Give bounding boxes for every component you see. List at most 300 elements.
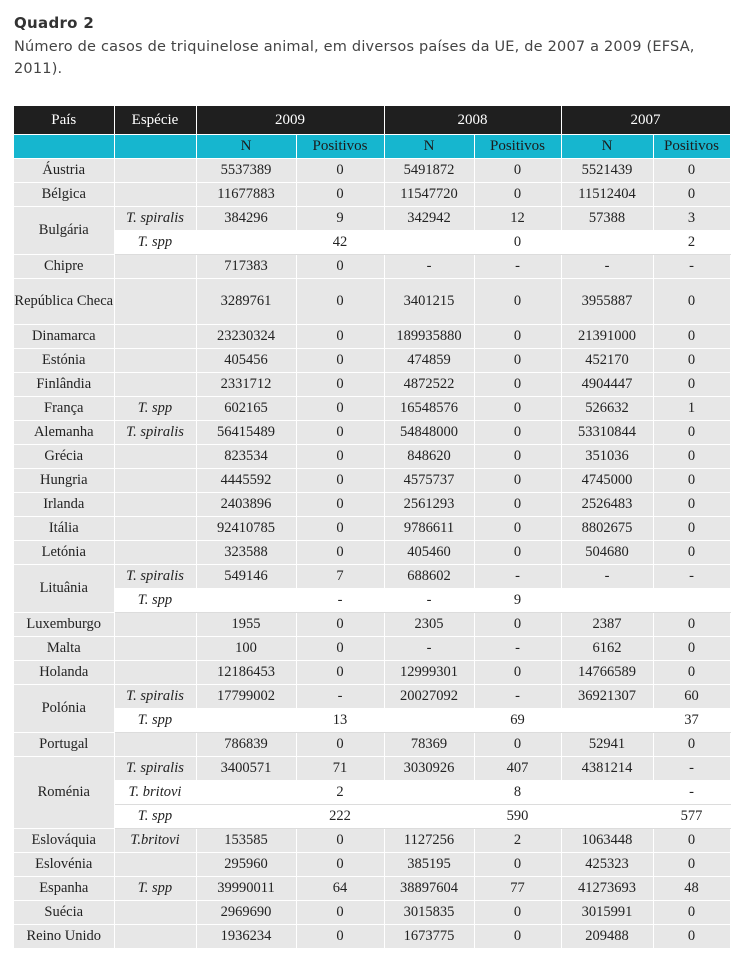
cell-positivos-2007: 0 xyxy=(653,541,730,565)
cell-positivos-2009: 0 xyxy=(296,493,384,517)
cell-n-2009: 323588 xyxy=(196,541,296,565)
cell-n-2007: 2526483 xyxy=(561,493,653,517)
table-row xyxy=(14,925,730,949)
cell-especie: T. spp xyxy=(114,231,196,255)
cell-n-2007: 36921307 xyxy=(561,685,653,709)
table-row xyxy=(14,901,730,925)
cell-especie xyxy=(114,901,196,925)
cell-n-2008: - xyxy=(384,255,474,279)
cell-n-2008: 1673775 xyxy=(384,925,474,949)
cell-positivos-2008: - xyxy=(474,685,561,709)
table-row xyxy=(14,397,730,421)
header-2007: 2007 xyxy=(561,106,730,135)
cell-n-2008: 3401215 xyxy=(384,279,474,325)
cell-positivos-2009: 0 xyxy=(296,661,384,685)
cell-especie: T. spiralis xyxy=(114,685,196,709)
cell-positivos-2007: - xyxy=(653,565,730,589)
cell-positivos-2009: - xyxy=(296,589,384,613)
cell-positivos-2007: 0 xyxy=(653,853,730,877)
cell-n-2007: 14766589 xyxy=(561,661,653,685)
cell-pais: Letónia xyxy=(14,541,114,565)
cell-n-2008: 189935880 xyxy=(384,325,474,349)
cell-especie xyxy=(114,925,196,949)
cell-n-2009 xyxy=(196,231,296,255)
cell-pais: Reino Unido xyxy=(14,925,114,949)
cell-positivos-2008: 0 xyxy=(474,733,561,757)
cell-positivos-2007: 0 xyxy=(653,901,730,925)
cell-pais: Espanha xyxy=(14,877,114,901)
cell-especie: T. spiralis xyxy=(114,757,196,781)
cell-n-2009: 295960 xyxy=(196,853,296,877)
cell-n-2009: 12186453 xyxy=(196,661,296,685)
cell-n-2009: 3400571 xyxy=(196,757,296,781)
cell-especie: T. spp xyxy=(114,805,196,829)
cell-n-2007: 11512404 xyxy=(561,183,653,207)
table-subtitle: Número de casos de triquinelose animal, em diversos países da UE, de 2007 a 2009 (EFSA, 2011). xyxy=(14,39,695,77)
cell-n-2007 xyxy=(561,781,653,805)
cell-positivos-2008: - xyxy=(474,565,561,589)
cell-positivos-2009: 0 xyxy=(296,373,384,397)
table-row xyxy=(14,207,730,231)
table-row xyxy=(14,183,730,207)
cell-positivos-2009: 13 xyxy=(296,709,384,733)
table-row xyxy=(14,279,730,325)
cell-especie: T. britovi xyxy=(114,781,196,805)
cell-positivos-2009: 0 xyxy=(296,925,384,949)
cell-especie xyxy=(114,613,196,637)
cell-especie: T. spp xyxy=(114,397,196,421)
cell-positivos-2009: 0 xyxy=(296,255,384,279)
cell-n-2007: 52941 xyxy=(561,733,653,757)
cell-especie xyxy=(114,517,196,541)
cell-positivos-2007: 0 xyxy=(653,183,730,207)
table-row xyxy=(14,493,730,517)
cell-positivos-2008: 590 xyxy=(474,805,561,829)
cell-n-2009 xyxy=(196,709,296,733)
subheader-n-2007: N xyxy=(561,135,653,159)
cell-n-2009: 92410785 xyxy=(196,517,296,541)
cell-n-2009: 786839 xyxy=(196,733,296,757)
cell-n-2008: 1127256 xyxy=(384,829,474,853)
cell-n-2008: 2305 xyxy=(384,613,474,637)
cell-especie: T. spiralis xyxy=(114,207,196,231)
cell-n-2009: 4445592 xyxy=(196,469,296,493)
cell-n-2009: 405456 xyxy=(196,349,296,373)
cell-especie xyxy=(114,637,196,661)
cell-positivos-2009: 2 xyxy=(296,781,384,805)
subheader-n-2009: N xyxy=(196,135,296,159)
header-row-measures xyxy=(14,135,730,159)
caption xyxy=(14,14,730,80)
cell-positivos-2008: 0 xyxy=(474,925,561,949)
cell-positivos-2008: 0 xyxy=(474,445,561,469)
table-row xyxy=(14,565,730,589)
cell-n-2009: 100 xyxy=(196,637,296,661)
cell-n-2007: 4904447 xyxy=(561,373,653,397)
cell-positivos-2009: 0 xyxy=(296,829,384,853)
cell-positivos-2009: 0 xyxy=(296,733,384,757)
cell-positivos-2007: 0 xyxy=(653,373,730,397)
cell-pais: Grécia xyxy=(14,445,114,469)
table-row xyxy=(14,469,730,493)
cell-n-2007: 6162 xyxy=(561,637,653,661)
cell-positivos-2009: - xyxy=(296,685,384,709)
cell-positivos-2009: 0 xyxy=(296,325,384,349)
cell-positivos-2008: 0 xyxy=(474,397,561,421)
cell-positivos-2009: 9 xyxy=(296,207,384,231)
cell-positivos-2008: 2 xyxy=(474,829,561,853)
cell-positivos-2008: - xyxy=(474,637,561,661)
cell-n-2009 xyxy=(196,805,296,829)
cell-n-2009: 39990011 xyxy=(196,877,296,901)
cell-n-2009: 1955 xyxy=(196,613,296,637)
cell-positivos-2007: 60 xyxy=(653,685,730,709)
cell-n-2009: 549146 xyxy=(196,565,296,589)
cell-positivos-2008: 0 xyxy=(474,279,561,325)
cell-positivos-2009: 0 xyxy=(296,397,384,421)
table-row xyxy=(14,231,730,255)
cell-especie: T. spiralis xyxy=(114,565,196,589)
table-row xyxy=(14,877,730,901)
cell-positivos-2007: - xyxy=(653,255,730,279)
cell-n-2008: 405460 xyxy=(384,541,474,565)
cell-positivos-2008: 0 xyxy=(474,373,561,397)
cell-especie xyxy=(114,493,196,517)
cell-positivos-2007: 0 xyxy=(653,613,730,637)
header-2008: 2008 xyxy=(384,106,561,135)
cell-positivos-2007: 1 xyxy=(653,397,730,421)
cell-n-2007: 5521439 xyxy=(561,159,653,183)
cell-positivos-2008: 0 xyxy=(474,159,561,183)
cell-n-2009: 384296 xyxy=(196,207,296,231)
header-2009: 2009 xyxy=(196,106,384,135)
cell-n-2008: 342942 xyxy=(384,207,474,231)
cell-n-2007 xyxy=(561,589,653,613)
cell-especie: T. spp xyxy=(114,589,196,613)
cell-n-2008: 4872522 xyxy=(384,373,474,397)
cell-positivos-2007: 0 xyxy=(653,637,730,661)
cell-pais: Alemanha xyxy=(14,421,114,445)
cell-especie: T. spp xyxy=(114,709,196,733)
cell-especie xyxy=(114,469,196,493)
cell-n-2008: 385195 xyxy=(384,853,474,877)
subheader-empty xyxy=(114,135,196,159)
cell-n-2008: 9786611 xyxy=(384,517,474,541)
cell-n-2007: 504680 xyxy=(561,541,653,565)
cell-especie xyxy=(114,183,196,207)
cell-pais: Dinamarca xyxy=(14,325,114,349)
cell-positivos-2009: 0 xyxy=(296,469,384,493)
cell-n-2009: 11677883 xyxy=(196,183,296,207)
cell-pais: Hungria xyxy=(14,469,114,493)
cell-positivos-2007: 2 xyxy=(653,231,730,255)
cell-positivos-2007: 0 xyxy=(653,445,730,469)
table-row xyxy=(14,589,730,613)
cell-positivos-2008: 0 xyxy=(474,853,561,877)
table-row xyxy=(14,829,730,853)
cell-positivos-2007: 0 xyxy=(653,925,730,949)
cell-positivos-2007: 0 xyxy=(653,733,730,757)
cell-n-2008: 38897604 xyxy=(384,877,474,901)
cell-n-2009: 2331712 xyxy=(196,373,296,397)
cell-n-2007: 21391000 xyxy=(561,325,653,349)
cell-n-2008 xyxy=(384,781,474,805)
cell-n-2007: 8802675 xyxy=(561,517,653,541)
cell-positivos-2009: 222 xyxy=(296,805,384,829)
cell-n-2009: 17799002 xyxy=(196,685,296,709)
cell-n-2009: 56415489 xyxy=(196,421,296,445)
cell-especie: T. spiralis xyxy=(114,421,196,445)
table-row xyxy=(14,445,730,469)
cell-positivos-2009: 0 xyxy=(296,541,384,565)
subheader-positivos-2008: Positivos xyxy=(474,135,561,159)
cell-n-2007: 209488 xyxy=(561,925,653,949)
cell-positivos-2007: 0 xyxy=(653,493,730,517)
cell-n-2009 xyxy=(196,589,296,613)
cell-pais: Bélgica xyxy=(14,183,114,207)
cell-pais: Finlândia xyxy=(14,373,114,397)
cell-n-2008 xyxy=(384,231,474,255)
cell-positivos-2008: 0 xyxy=(474,349,561,373)
cell-positivos-2007 xyxy=(653,589,730,613)
cell-n-2008: 2561293 xyxy=(384,493,474,517)
table-row xyxy=(14,613,730,637)
cell-positivos-2007: 0 xyxy=(653,517,730,541)
table-row xyxy=(14,853,730,877)
cell-positivos-2009: 0 xyxy=(296,445,384,469)
cell-n-2008: 20027092 xyxy=(384,685,474,709)
cell-pais: República Checa xyxy=(14,279,114,325)
cell-n-2009: 823534 xyxy=(196,445,296,469)
cell-positivos-2009: 64 xyxy=(296,877,384,901)
cell-n-2009: 3289761 xyxy=(196,279,296,325)
cell-positivos-2008: 0 xyxy=(474,493,561,517)
cell-n-2007: - xyxy=(561,255,653,279)
cell-n-2008: 688602 xyxy=(384,565,474,589)
table-row xyxy=(14,541,730,565)
header-pais: País xyxy=(14,106,114,135)
cell-pais: Suécia xyxy=(14,901,114,925)
cell-positivos-2007: 0 xyxy=(653,325,730,349)
cell-positivos-2007: 0 xyxy=(653,279,730,325)
table-row xyxy=(14,637,730,661)
cell-positivos-2008: 0 xyxy=(474,231,561,255)
cell-positivos-2008: 0 xyxy=(474,661,561,685)
cell-positivos-2009: 0 xyxy=(296,421,384,445)
cell-positivos-2009: 0 xyxy=(296,279,384,325)
cell-especie xyxy=(114,541,196,565)
cell-positivos-2008: 0 xyxy=(474,517,561,541)
cell-pais: Roménia xyxy=(14,757,114,829)
cell-n-2008: 54848000 xyxy=(384,421,474,445)
cell-n-2007 xyxy=(561,231,653,255)
cell-positivos-2007: 0 xyxy=(653,829,730,853)
cell-positivos-2008: 0 xyxy=(474,469,561,493)
table-row xyxy=(14,421,730,445)
table-row xyxy=(14,733,730,757)
subheader-n-2008: N xyxy=(384,135,474,159)
cell-pais: Eslovénia xyxy=(14,853,114,877)
cell-n-2007: 4381214 xyxy=(561,757,653,781)
table-row xyxy=(14,757,730,781)
cell-positivos-2007: 48 xyxy=(653,877,730,901)
cell-n-2007: - xyxy=(561,565,653,589)
table-row xyxy=(14,805,730,829)
cell-n-2007: 53310844 xyxy=(561,421,653,445)
cell-positivos-2008: 0 xyxy=(474,901,561,925)
cell-positivos-2007: 0 xyxy=(653,421,730,445)
cell-positivos-2008: 69 xyxy=(474,709,561,733)
cell-positivos-2008: 0 xyxy=(474,325,561,349)
cell-n-2008: 474859 xyxy=(384,349,474,373)
table-row xyxy=(14,517,730,541)
cell-positivos-2007: 577 xyxy=(653,805,730,829)
cell-n-2007 xyxy=(561,805,653,829)
cell-n-2007: 3015991 xyxy=(561,901,653,925)
table-body xyxy=(14,159,730,949)
cell-positivos-2009: 0 xyxy=(296,349,384,373)
table-row xyxy=(14,661,730,685)
subheader-positivos-2009: Positivos xyxy=(296,135,384,159)
cell-n-2008: - xyxy=(384,637,474,661)
cell-pais: Bulgária xyxy=(14,207,114,255)
cell-n-2007: 1063448 xyxy=(561,829,653,853)
cell-n-2009: 717383 xyxy=(196,255,296,279)
cell-positivos-2008: 12 xyxy=(474,207,561,231)
cell-pais: Eslováquia xyxy=(14,829,114,853)
cell-positivos-2009: 0 xyxy=(296,901,384,925)
cell-especie xyxy=(114,279,196,325)
cell-n-2008: 12999301 xyxy=(384,661,474,685)
cell-positivos-2008: 0 xyxy=(474,613,561,637)
cell-positivos-2008: 407 xyxy=(474,757,561,781)
cell-positivos-2009: 0 xyxy=(296,517,384,541)
cell-especie xyxy=(114,255,196,279)
cell-n-2009: 602165 xyxy=(196,397,296,421)
cell-especie xyxy=(114,325,196,349)
table-row xyxy=(14,325,730,349)
cell-pais: Estónia xyxy=(14,349,114,373)
cell-n-2007: 425323 xyxy=(561,853,653,877)
cell-n-2008: 848620 xyxy=(384,445,474,469)
cell-pais: Irlanda xyxy=(14,493,114,517)
cell-especie xyxy=(114,159,196,183)
cell-positivos-2009: 71 xyxy=(296,757,384,781)
cell-positivos-2009: 0 xyxy=(296,183,384,207)
table-row xyxy=(14,159,730,183)
table-row xyxy=(14,373,730,397)
cell-positivos-2009: 42 xyxy=(296,231,384,255)
cell-positivos-2008: 77 xyxy=(474,877,561,901)
cell-positivos-2007: - xyxy=(653,757,730,781)
cell-n-2007: 526632 xyxy=(561,397,653,421)
table-row xyxy=(14,781,730,805)
cell-especie xyxy=(114,373,196,397)
cell-positivos-2008: 0 xyxy=(474,421,561,445)
cell-n-2009 xyxy=(196,781,296,805)
cell-n-2008: 16548576 xyxy=(384,397,474,421)
subheader-empty xyxy=(14,135,114,159)
subheader-positivos-2007: Positivos xyxy=(653,135,730,159)
cell-n-2008: 11547720 xyxy=(384,183,474,207)
cell-positivos-2008: 8 xyxy=(474,781,561,805)
table-title: Quadro 2 xyxy=(14,14,95,32)
cell-n-2007: 452170 xyxy=(561,349,653,373)
cell-n-2007: 57388 xyxy=(561,207,653,231)
cell-pais: Holanda xyxy=(14,661,114,685)
cell-n-2009: 153585 xyxy=(196,829,296,853)
table-row xyxy=(14,709,730,733)
cell-n-2008: 3015835 xyxy=(384,901,474,925)
cell-pais: Lituânia xyxy=(14,565,114,613)
cell-positivos-2007: 37 xyxy=(653,709,730,733)
cell-positivos-2009: 0 xyxy=(296,613,384,637)
cell-positivos-2007: 3 xyxy=(653,207,730,231)
cell-especie: T.britovi xyxy=(114,829,196,853)
cell-especie xyxy=(114,733,196,757)
cell-n-2007 xyxy=(561,709,653,733)
header-especie: Espécie xyxy=(114,106,196,135)
cell-positivos-2007: 0 xyxy=(653,661,730,685)
cell-positivos-2008: 9 xyxy=(474,589,561,613)
table-row xyxy=(14,349,730,373)
cell-n-2007: 351036 xyxy=(561,445,653,469)
trichinellosis-table xyxy=(14,106,731,949)
cell-n-2009: 23230324 xyxy=(196,325,296,349)
cell-n-2007: 41273693 xyxy=(561,877,653,901)
cell-pais: Luxemburgo xyxy=(14,613,114,637)
cell-pais: Chipre xyxy=(14,255,114,279)
cell-n-2009: 2969690 xyxy=(196,901,296,925)
cell-pais: Itália xyxy=(14,517,114,541)
cell-n-2008: 5491872 xyxy=(384,159,474,183)
cell-positivos-2009: 0 xyxy=(296,853,384,877)
cell-n-2008: 78369 xyxy=(384,733,474,757)
cell-positivos-2007: 0 xyxy=(653,469,730,493)
cell-n-2007: 2387 xyxy=(561,613,653,637)
cell-n-2007: 4745000 xyxy=(561,469,653,493)
cell-n-2008: 4575737 xyxy=(384,469,474,493)
cell-n-2009: 1936234 xyxy=(196,925,296,949)
cell-pais: Malta xyxy=(14,637,114,661)
cell-positivos-2009: 0 xyxy=(296,637,384,661)
cell-n-2009: 2403896 xyxy=(196,493,296,517)
cell-n-2008: - xyxy=(384,589,474,613)
cell-positivos-2007: - xyxy=(653,781,730,805)
cell-positivos-2007: 0 xyxy=(653,159,730,183)
cell-n-2008: 3030926 xyxy=(384,757,474,781)
cell-positivos-2009: 7 xyxy=(296,565,384,589)
cell-n-2009: 5537389 xyxy=(196,159,296,183)
cell-n-2008 xyxy=(384,805,474,829)
cell-positivos-2008: 0 xyxy=(474,183,561,207)
cell-pais: Polónia xyxy=(14,685,114,733)
cell-positivos-2008: 0 xyxy=(474,541,561,565)
cell-especie xyxy=(114,661,196,685)
cell-especie: T. spp xyxy=(114,877,196,901)
cell-especie xyxy=(114,349,196,373)
cell-pais: Portugal xyxy=(14,733,114,757)
cell-pais: França xyxy=(14,397,114,421)
cell-pais: Áustria xyxy=(14,159,114,183)
cell-positivos-2008: - xyxy=(474,255,561,279)
cell-positivos-2009: 0 xyxy=(296,159,384,183)
cell-especie xyxy=(114,445,196,469)
cell-n-2008 xyxy=(384,709,474,733)
table-row xyxy=(14,685,730,709)
cell-n-2007: 3955887 xyxy=(561,279,653,325)
cell-positivos-2007: 0 xyxy=(653,349,730,373)
